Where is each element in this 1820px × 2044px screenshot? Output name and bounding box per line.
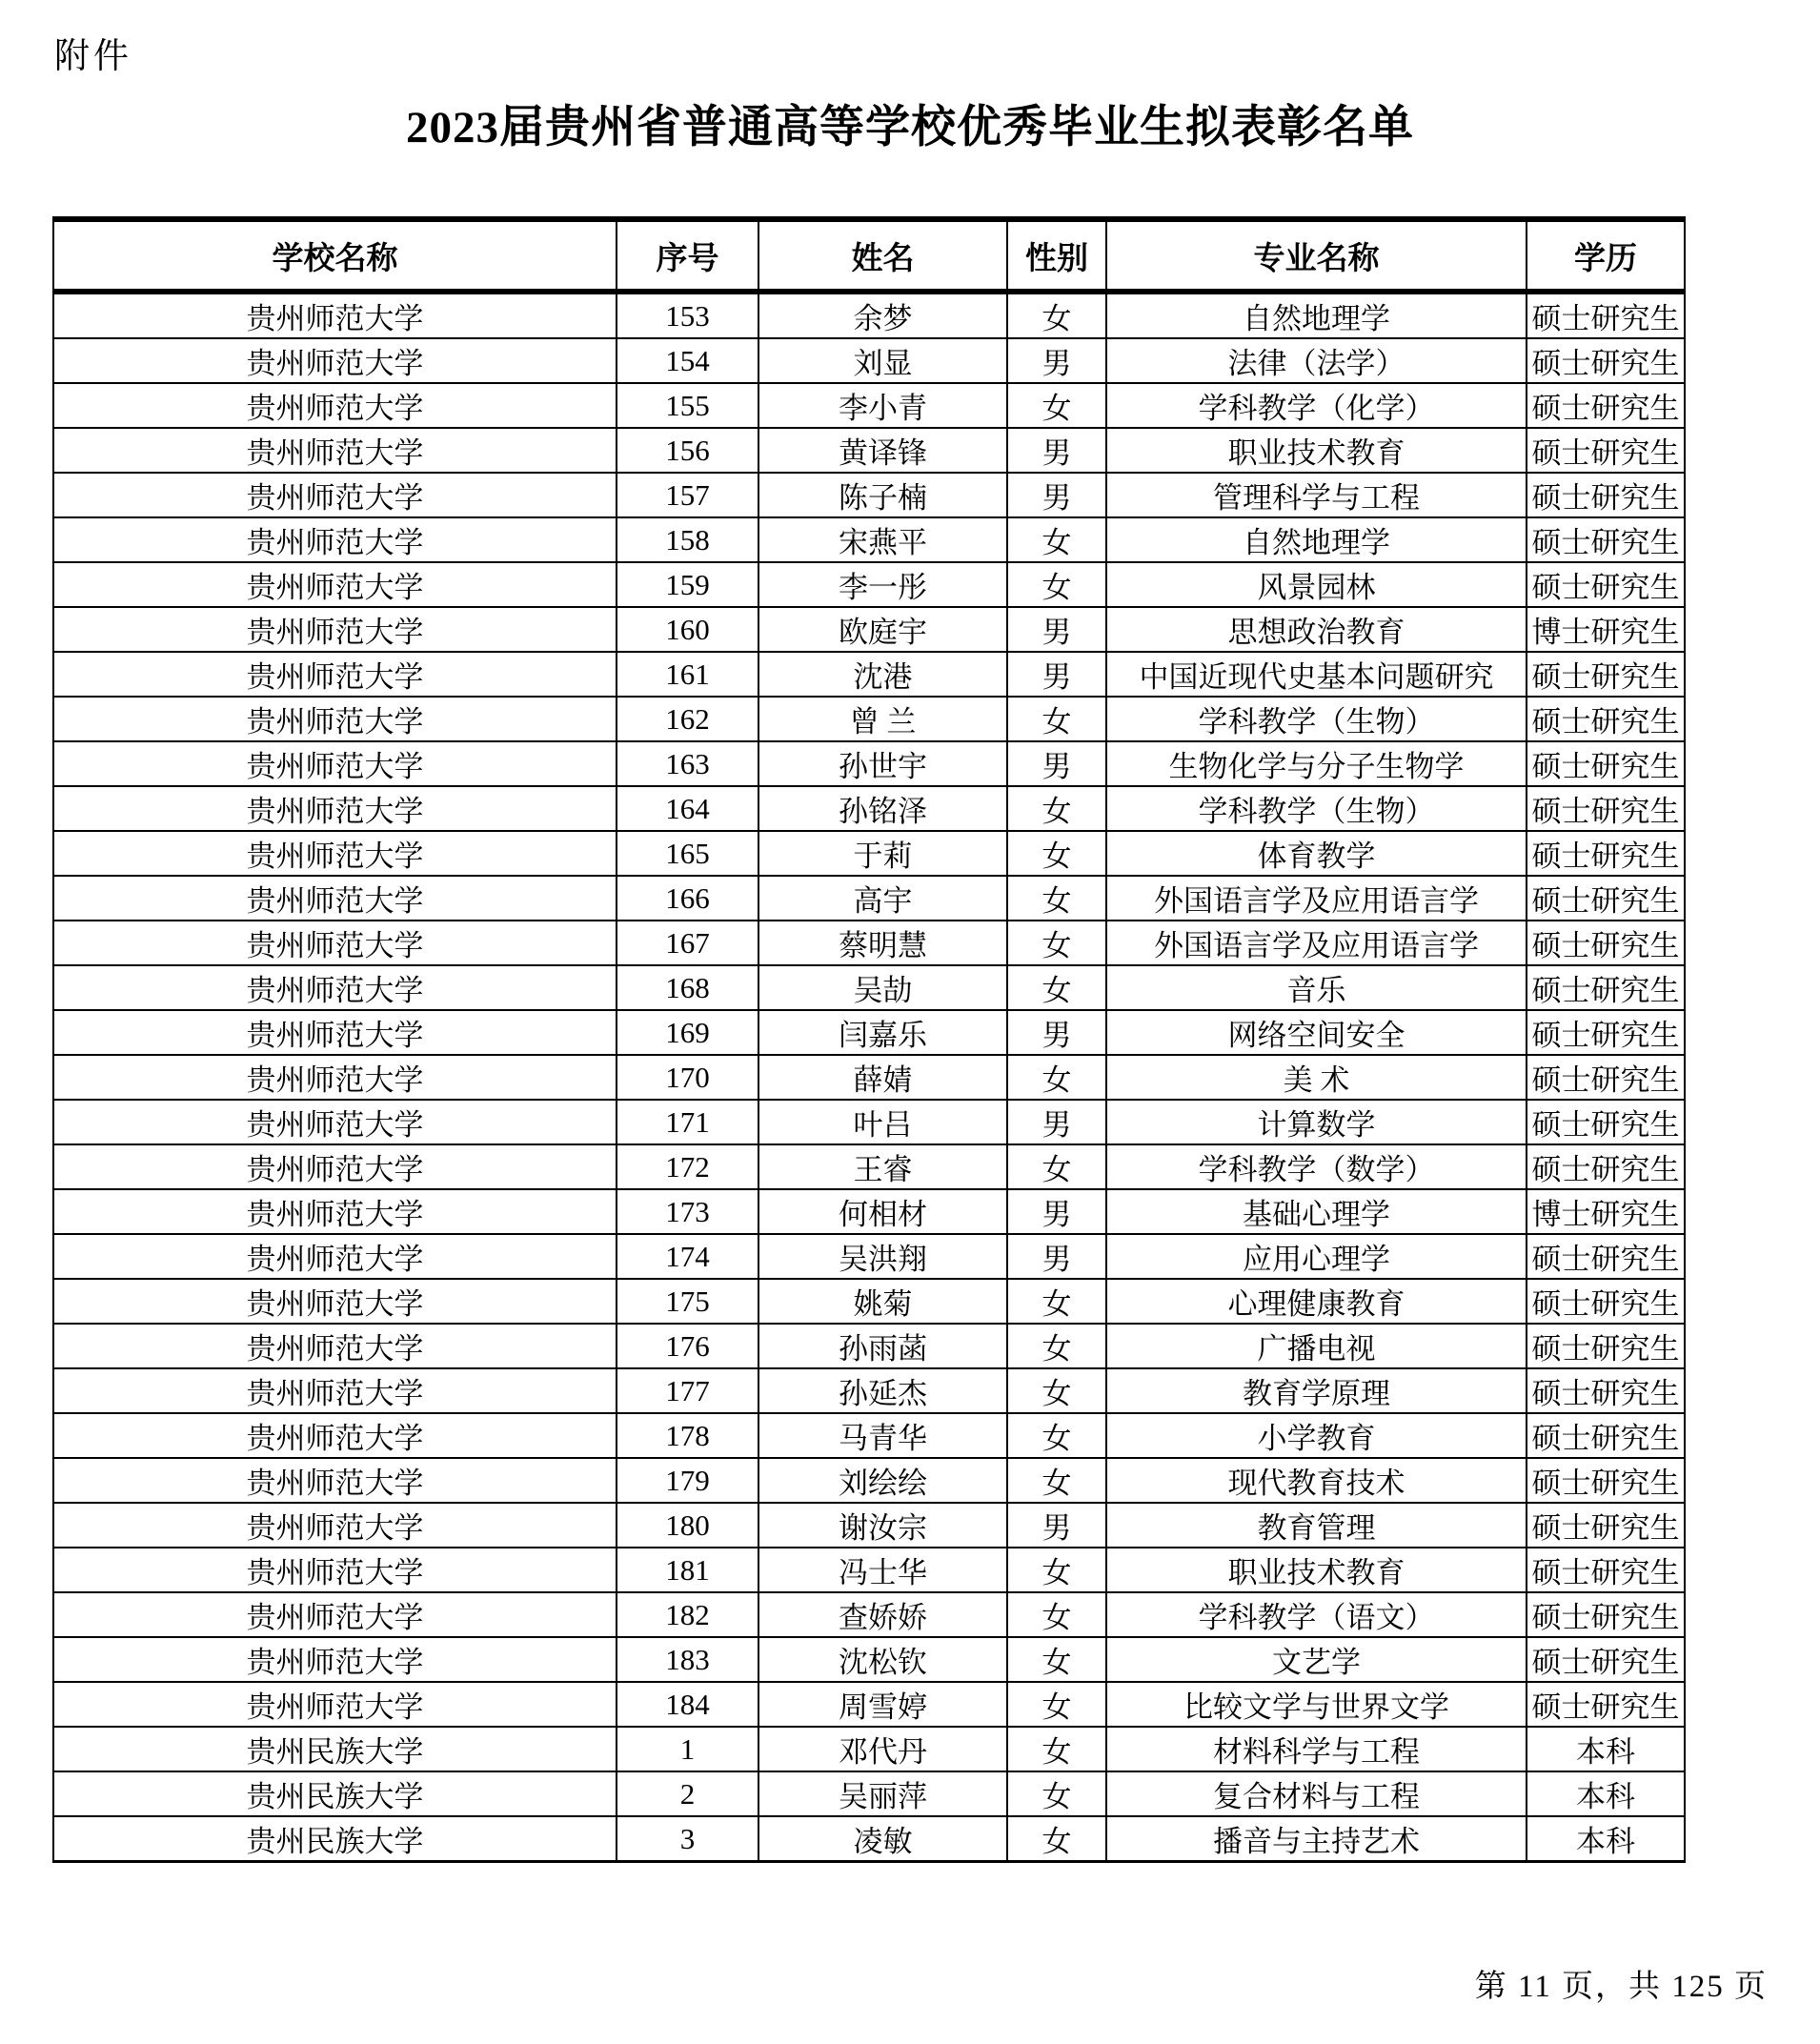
cell-school: 贵州师范大学 xyxy=(53,1503,617,1548)
cell-major: 材料科学与工程 xyxy=(1106,1727,1527,1771)
cell-degree: 硕士研究生 xyxy=(1527,831,1685,876)
column-header-major: 专业名称 xyxy=(1106,219,1527,292)
cell-gender: 男 xyxy=(1007,1503,1106,1548)
cell-school: 贵州师范大学 xyxy=(53,697,617,741)
cell-no: 177 xyxy=(617,1368,758,1413)
cell-name: 陈子楠 xyxy=(758,473,1007,517)
cell-degree: 硕士研究生 xyxy=(1527,1548,1685,1592)
cell-school: 贵州师范大学 xyxy=(53,1368,617,1413)
cell-no: 173 xyxy=(617,1189,758,1234)
table-row xyxy=(53,1548,1685,1592)
cell-school: 贵州师范大学 xyxy=(53,1324,617,1368)
table-row xyxy=(53,1592,1685,1637)
cell-name: 吴劼 xyxy=(758,965,1007,1010)
cell-gender: 女 xyxy=(1007,517,1106,562)
cell-major: 学科教学（生物） xyxy=(1106,697,1527,741)
graduates-table xyxy=(52,216,1686,1863)
cell-degree: 硕士研究生 xyxy=(1527,1592,1685,1637)
cell-major: 美 术 xyxy=(1106,1055,1527,1100)
cell-school: 贵州师范大学 xyxy=(53,1144,617,1189)
cell-gender: 女 xyxy=(1007,1368,1106,1413)
cell-no: 170 xyxy=(617,1055,758,1100)
cell-no: 167 xyxy=(617,921,758,965)
cell-degree: 硕士研究生 xyxy=(1527,1144,1685,1189)
cell-major: 现代教育技术 xyxy=(1106,1458,1527,1503)
cell-major: 基础心理学 xyxy=(1106,1189,1527,1234)
table-row xyxy=(53,697,1685,741)
table-row xyxy=(53,1234,1685,1279)
cell-school: 贵州师范大学 xyxy=(53,1189,617,1234)
cell-degree: 硕士研究生 xyxy=(1527,1503,1685,1548)
cell-degree: 硕士研究生 xyxy=(1527,562,1685,607)
cell-name: 吴洪翔 xyxy=(758,1234,1007,1279)
cell-name: 马青华 xyxy=(758,1413,1007,1458)
cell-degree: 硕士研究生 xyxy=(1527,473,1685,517)
table-row xyxy=(53,1503,1685,1548)
cell-school: 贵州师范大学 xyxy=(53,1637,617,1682)
cell-major: 比较文学与世界文学 xyxy=(1106,1682,1527,1727)
cell-gender: 男 xyxy=(1007,1010,1106,1055)
cell-school: 贵州师范大学 xyxy=(53,876,617,921)
cell-major: 文艺学 xyxy=(1106,1637,1527,1682)
cell-major: 思想政治教育 xyxy=(1106,607,1527,652)
cell-gender: 女 xyxy=(1007,1324,1106,1368)
cell-name: 何相材 xyxy=(758,1189,1007,1234)
cell-gender: 女 xyxy=(1007,1637,1106,1682)
cell-school: 贵州师范大学 xyxy=(53,965,617,1010)
cell-name: 孙雨菡 xyxy=(758,1324,1007,1368)
cell-major: 风景园林 xyxy=(1106,562,1527,607)
cell-name: 冯士华 xyxy=(758,1548,1007,1592)
cell-degree: 硕士研究生 xyxy=(1527,1413,1685,1458)
cell-school: 贵州师范大学 xyxy=(53,831,617,876)
table-row xyxy=(53,1816,1685,1862)
cell-gender: 女 xyxy=(1007,1682,1106,1727)
cell-gender: 女 xyxy=(1007,1816,1106,1862)
cell-degree: 硕士研究生 xyxy=(1527,1324,1685,1368)
cell-no: 161 xyxy=(617,652,758,697)
cell-degree: 硕士研究生 xyxy=(1527,292,1685,338)
cell-degree: 硕士研究生 xyxy=(1527,517,1685,562)
cell-no: 158 xyxy=(617,517,758,562)
cell-no: 180 xyxy=(617,1503,758,1548)
cell-degree: 硕士研究生 xyxy=(1527,1368,1685,1413)
cell-name: 李一彤 xyxy=(758,562,1007,607)
table-row xyxy=(53,1413,1685,1458)
cell-degree: 本科 xyxy=(1527,1816,1685,1862)
cell-gender: 男 xyxy=(1007,428,1106,473)
cell-no: 3 xyxy=(617,1816,758,1862)
cell-gender: 男 xyxy=(1007,338,1106,383)
table-row xyxy=(53,428,1685,473)
cell-degree: 硕士研究生 xyxy=(1527,1234,1685,1279)
cell-major: 自然地理学 xyxy=(1106,517,1527,562)
cell-no: 155 xyxy=(617,383,758,428)
table-row xyxy=(53,1010,1685,1055)
cell-no: 2 xyxy=(617,1771,758,1816)
cell-gender: 女 xyxy=(1007,786,1106,831)
cell-major: 自然地理学 xyxy=(1106,292,1527,338)
cell-school: 贵州师范大学 xyxy=(53,1279,617,1324)
cell-degree: 硕士研究生 xyxy=(1527,1100,1685,1144)
cell-name: 沈松钦 xyxy=(758,1637,1007,1682)
cell-major: 音乐 xyxy=(1106,965,1527,1010)
page-number: 第 11 页，共 125 页 xyxy=(1474,1970,1768,2004)
cell-no: 165 xyxy=(617,831,758,876)
cell-no: 166 xyxy=(617,876,758,921)
cell-school: 贵州民族大学 xyxy=(53,1771,617,1816)
cell-name: 邓代丹 xyxy=(758,1727,1007,1771)
cell-gender: 女 xyxy=(1007,562,1106,607)
cell-name: 黄译锋 xyxy=(758,428,1007,473)
cell-name: 凌敏 xyxy=(758,1816,1007,1862)
cell-major: 计算数学 xyxy=(1106,1100,1527,1144)
cell-degree: 硕士研究生 xyxy=(1527,786,1685,831)
cell-major: 体育教学 xyxy=(1106,831,1527,876)
table-row xyxy=(53,1100,1685,1144)
table-row xyxy=(53,1055,1685,1100)
cell-degree: 硕士研究生 xyxy=(1527,652,1685,697)
cell-no: 182 xyxy=(617,1592,758,1637)
cell-no: 154 xyxy=(617,338,758,383)
cell-degree: 硕士研究生 xyxy=(1527,1010,1685,1055)
cell-name: 孙延杰 xyxy=(758,1368,1007,1413)
table-row xyxy=(53,741,1685,786)
cell-no: 162 xyxy=(617,697,758,741)
cell-gender: 女 xyxy=(1007,831,1106,876)
column-header-name: 姓名 xyxy=(758,219,1007,292)
cell-name: 李小青 xyxy=(758,383,1007,428)
cell-name: 于莉 xyxy=(758,831,1007,876)
cell-degree: 硕士研究生 xyxy=(1527,1055,1685,1100)
cell-no: 174 xyxy=(617,1234,758,1279)
cell-major: 生物化学与分子生物学 xyxy=(1106,741,1527,786)
cell-school: 贵州师范大学 xyxy=(53,1458,617,1503)
cell-name: 曾 兰 xyxy=(758,697,1007,741)
table-row xyxy=(53,1458,1685,1503)
table-row xyxy=(53,607,1685,652)
page-title: 2023届贵州省普通高等学校优秀毕业生拟表彰名单 xyxy=(406,103,1414,152)
cell-school: 贵州师范大学 xyxy=(53,741,617,786)
cell-major: 职业技术教育 xyxy=(1106,1548,1527,1592)
cell-school: 贵州师范大学 xyxy=(53,517,617,562)
cell-school: 贵州师范大学 xyxy=(53,786,617,831)
table-row xyxy=(53,1189,1685,1234)
table-row xyxy=(53,292,1685,338)
cell-no: 156 xyxy=(617,428,758,473)
cell-no: 179 xyxy=(617,1458,758,1503)
cell-no: 178 xyxy=(617,1413,758,1458)
cell-name: 刘显 xyxy=(758,338,1007,383)
table-row xyxy=(53,1324,1685,1368)
cell-gender: 女 xyxy=(1007,1413,1106,1458)
cell-no: 175 xyxy=(617,1279,758,1324)
cell-gender: 女 xyxy=(1007,1144,1106,1189)
cell-name: 谢汝宗 xyxy=(758,1503,1007,1548)
cell-gender: 女 xyxy=(1007,921,1106,965)
cell-no: 153 xyxy=(617,292,758,338)
cell-name: 王睿 xyxy=(758,1144,1007,1189)
table-row xyxy=(53,338,1685,383)
cell-no: 160 xyxy=(617,607,758,652)
table-row xyxy=(53,831,1685,876)
table-row xyxy=(53,921,1685,965)
cell-degree: 硕士研究生 xyxy=(1527,383,1685,428)
column-header-gender: 性别 xyxy=(1007,219,1106,292)
table-row xyxy=(53,473,1685,517)
cell-no: 181 xyxy=(617,1548,758,1592)
cell-degree: 硕士研究生 xyxy=(1527,741,1685,786)
cell-gender: 女 xyxy=(1007,1055,1106,1100)
cell-gender: 女 xyxy=(1007,876,1106,921)
cell-major: 学科教学（生物） xyxy=(1106,786,1527,831)
cell-name: 刘绘绘 xyxy=(758,1458,1007,1503)
cell-gender: 女 xyxy=(1007,1548,1106,1592)
cell-degree: 硕士研究生 xyxy=(1527,1682,1685,1727)
cell-major: 法律（法学） xyxy=(1106,338,1527,383)
cell-school: 贵州民族大学 xyxy=(53,1816,617,1862)
cell-school: 贵州师范大学 xyxy=(53,652,617,697)
cell-name: 姚菊 xyxy=(758,1279,1007,1324)
column-header-degree: 学历 xyxy=(1527,219,1685,292)
cell-school: 贵州师范大学 xyxy=(53,1682,617,1727)
cell-gender: 女 xyxy=(1007,1279,1106,1324)
cell-degree: 硕士研究生 xyxy=(1527,1458,1685,1503)
cell-gender: 女 xyxy=(1007,697,1106,741)
cell-no: 184 xyxy=(617,1682,758,1727)
cell-name: 周雪婷 xyxy=(758,1682,1007,1727)
cell-name: 查娇娇 xyxy=(758,1592,1007,1637)
cell-degree: 硕士研究生 xyxy=(1527,338,1685,383)
cell-name: 高宇 xyxy=(758,876,1007,921)
cell-degree: 硕士研究生 xyxy=(1527,1279,1685,1324)
table-row xyxy=(53,1144,1685,1189)
cell-no: 176 xyxy=(617,1324,758,1368)
cell-degree: 硕士研究生 xyxy=(1527,921,1685,965)
attachment-label: 附件 xyxy=(54,37,132,76)
cell-major: 网络空间安全 xyxy=(1106,1010,1527,1055)
cell-degree: 本科 xyxy=(1527,1771,1685,1816)
cell-no: 163 xyxy=(617,741,758,786)
cell-major: 广播电视 xyxy=(1106,1324,1527,1368)
cell-gender: 女 xyxy=(1007,383,1106,428)
table-row xyxy=(53,965,1685,1010)
cell-degree: 本科 xyxy=(1527,1727,1685,1771)
cell-major: 应用心理学 xyxy=(1106,1234,1527,1279)
cell-major: 复合材料与工程 xyxy=(1106,1771,1527,1816)
cell-gender: 男 xyxy=(1007,1234,1106,1279)
cell-major: 学科教学（数学） xyxy=(1106,1144,1527,1189)
table-row xyxy=(53,562,1685,607)
cell-no: 168 xyxy=(617,965,758,1010)
cell-school: 贵州师范大学 xyxy=(53,1055,617,1100)
table-header-row xyxy=(53,219,1685,292)
cell-no: 157 xyxy=(617,473,758,517)
table-row xyxy=(53,1279,1685,1324)
cell-major: 教育学原理 xyxy=(1106,1368,1527,1413)
cell-school: 贵州师范大学 xyxy=(53,921,617,965)
cell-major: 教育管理 xyxy=(1106,1503,1527,1548)
table-row xyxy=(53,1771,1685,1816)
column-header-school: 学校名称 xyxy=(53,219,617,292)
table-row xyxy=(53,1368,1685,1413)
cell-name: 闫嘉乐 xyxy=(758,1010,1007,1055)
cell-no: 171 xyxy=(617,1100,758,1144)
cell-school: 贵州师范大学 xyxy=(53,338,617,383)
cell-school: 贵州师范大学 xyxy=(53,1413,617,1458)
cell-major: 管理科学与工程 xyxy=(1106,473,1527,517)
cell-gender: 男 xyxy=(1007,1189,1106,1234)
cell-gender: 男 xyxy=(1007,652,1106,697)
cell-name: 薛婧 xyxy=(758,1055,1007,1100)
cell-gender: 男 xyxy=(1007,1100,1106,1144)
cell-name: 孙世宇 xyxy=(758,741,1007,786)
cell-school: 贵州师范大学 xyxy=(53,1234,617,1279)
cell-name: 余梦 xyxy=(758,292,1007,338)
cell-degree: 博士研究生 xyxy=(1527,607,1685,652)
cell-name: 孙铭泽 xyxy=(758,786,1007,831)
cell-school: 贵州师范大学 xyxy=(53,1010,617,1055)
cell-major: 职业技术教育 xyxy=(1106,428,1527,473)
cell-major: 播音与主持艺术 xyxy=(1106,1816,1527,1862)
cell-major: 中国近现代史基本问题研究 xyxy=(1106,652,1527,697)
cell-degree: 硕士研究生 xyxy=(1527,697,1685,741)
cell-no: 159 xyxy=(617,562,758,607)
cell-major: 心理健康教育 xyxy=(1106,1279,1527,1324)
cell-name: 宋燕平 xyxy=(758,517,1007,562)
cell-gender: 女 xyxy=(1007,292,1106,338)
cell-name: 蔡明慧 xyxy=(758,921,1007,965)
cell-degree: 硕士研究生 xyxy=(1527,876,1685,921)
column-header-no: 序号 xyxy=(617,219,758,292)
cell-school: 贵州师范大学 xyxy=(53,383,617,428)
table-row xyxy=(53,652,1685,697)
cell-school: 贵州师范大学 xyxy=(53,1548,617,1592)
cell-name: 吴丽萍 xyxy=(758,1771,1007,1816)
cell-gender: 男 xyxy=(1007,473,1106,517)
cell-major: 学科教学（化学） xyxy=(1106,383,1527,428)
cell-gender: 男 xyxy=(1007,607,1106,652)
cell-gender: 女 xyxy=(1007,1458,1106,1503)
table-row xyxy=(53,1727,1685,1771)
cell-degree: 硕士研究生 xyxy=(1527,965,1685,1010)
table-row xyxy=(53,1682,1685,1727)
cell-degree: 硕士研究生 xyxy=(1527,428,1685,473)
cell-gender: 男 xyxy=(1007,741,1106,786)
cell-major: 外国语言学及应用语言学 xyxy=(1106,921,1527,965)
cell-gender: 女 xyxy=(1007,1592,1106,1637)
table-row xyxy=(53,786,1685,831)
cell-no: 172 xyxy=(617,1144,758,1189)
table-row xyxy=(53,517,1685,562)
cell-school: 贵州师范大学 xyxy=(53,292,617,338)
cell-no: 1 xyxy=(617,1727,758,1771)
cell-school: 贵州师范大学 xyxy=(53,1592,617,1637)
cell-gender: 女 xyxy=(1007,965,1106,1010)
cell-degree: 博士研究生 xyxy=(1527,1189,1685,1234)
cell-name: 沈港 xyxy=(758,652,1007,697)
cell-no: 164 xyxy=(617,786,758,831)
table-row xyxy=(53,383,1685,428)
cell-school: 贵州师范大学 xyxy=(53,1100,617,1144)
cell-school: 贵州师范大学 xyxy=(53,473,617,517)
cell-major: 外国语言学及应用语言学 xyxy=(1106,876,1527,921)
table-row xyxy=(53,876,1685,921)
cell-no: 183 xyxy=(617,1637,758,1682)
cell-gender: 女 xyxy=(1007,1771,1106,1816)
cell-school: 贵州民族大学 xyxy=(53,1727,617,1771)
cell-gender: 女 xyxy=(1007,1727,1106,1771)
cell-name: 欧庭宇 xyxy=(758,607,1007,652)
cell-school: 贵州师范大学 xyxy=(53,428,617,473)
cell-name: 叶吕 xyxy=(758,1100,1007,1144)
cell-degree: 硕士研究生 xyxy=(1527,1637,1685,1682)
cell-major: 学科教学（语文） xyxy=(1106,1592,1527,1637)
cell-major: 小学教育 xyxy=(1106,1413,1527,1458)
cell-school: 贵州师范大学 xyxy=(53,607,617,652)
cell-school: 贵州师范大学 xyxy=(53,562,617,607)
cell-no: 169 xyxy=(617,1010,758,1055)
table-row xyxy=(53,1637,1685,1682)
